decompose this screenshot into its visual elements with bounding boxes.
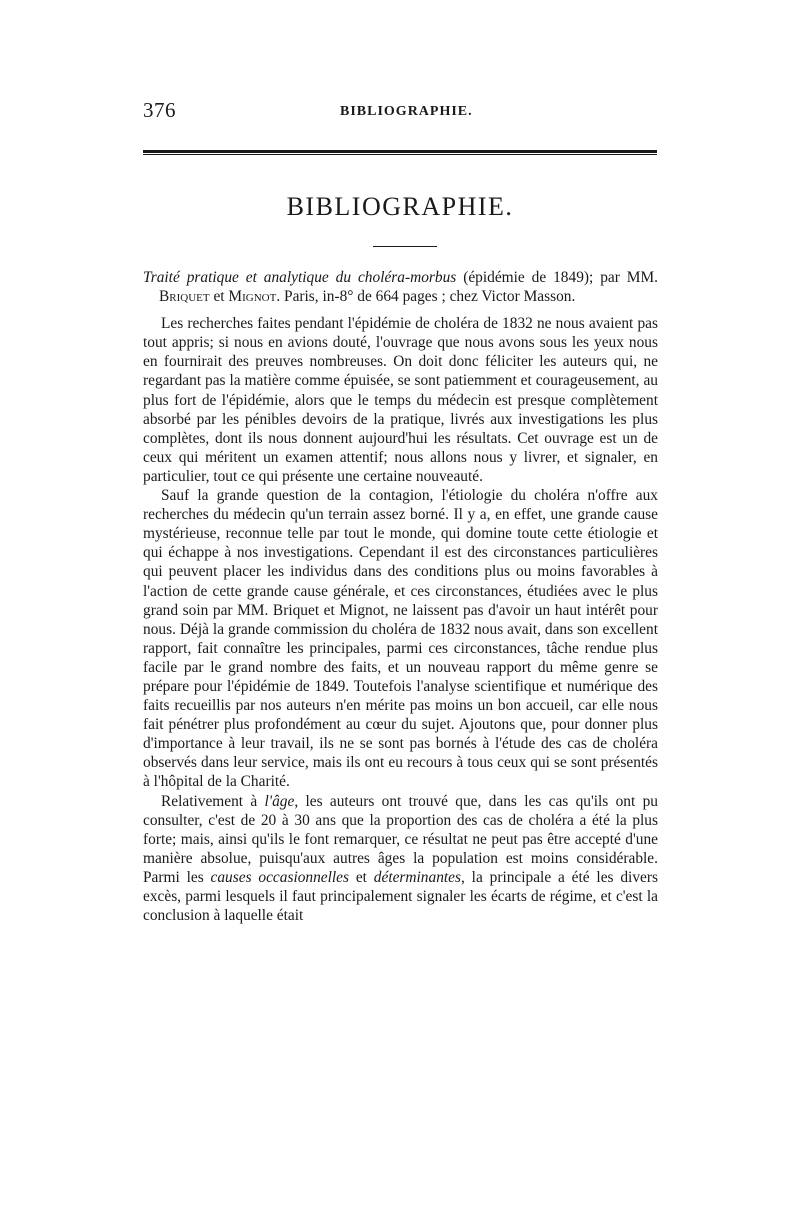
section-divider: [373, 246, 437, 247]
book-title: Traité pratique et analytique du choléra-morbus: [143, 269, 457, 286]
page-number: 376: [143, 98, 176, 122]
emphasis-text: l'âge: [264, 792, 295, 810]
paragraph-3: [143, 792, 658, 926]
paragraph-text: et: [349, 868, 374, 886]
entry-text: . Paris, in-8° de 664 pages ; chez Victor Masson.: [276, 288, 576, 306]
bibliography-entry: [143, 268, 658, 306]
body-text: [143, 268, 658, 925]
paragraph-text: Relativement à: [161, 792, 265, 810]
paragraph-2: Sauf la grande question de la contagion, l'étiologie du choléra n'offre aux recherches du médecin qu'un terrain assez borné. Il y a, en effet, une grande cause mystérieuse, reconnue telle par tout le monde, qui domine toute cette étiologie et qui échappe à nos investigations. Cependant il est des circonstances particulières qui peuvent placer les individus dans des conditions plus ou moins favorables à l'action de cette grande cause générale, et ces circonstances, étudiées avec le plus grand soin par MM. Briquet et Mignot, ne laissent pas d'avoir un haut intérêt pour nous. Déjà la grande commission du choléra de 1832 nous avait, dans son excellent rapport, fait connaître les principales, parmi ces circonstances, tâche rendue plus facile par le grand nombre des faits, et un nouveau rapport du même genre se prépare pour l'épidémie de 1849. Toutefois l'analyse scientifique et numérique des faits recueillis par nos auteurs n'en mérite pas moins un bon accueil, car elle nous fait pénétrer plus profondément au cœur du sujet. Ajoutons que, pour donner plus d'importance à leur travail, ils ne se sont pas bornés à l'étude des cas de choléra observés dans leur service, mais ils ont eu recours à tous ceux qui se sont présentés à l'hôpital de la Charité.: [143, 487, 658, 791]
emphasis-text: déterminantes: [373, 868, 461, 886]
paragraph-text: , la principale a été les divers excès, parmi lesquels il faut principalement signaler les écarts de régime, et c'est la conclusion à laquelle était: [143, 868, 658, 925]
paragraph-text: , les auteurs ont trouvé que, dans les cas qu'ils ont pu consulter, c'est de 20 à 30 ans que la proportion des cas de choléra a été la plus forte; mais, ainsi qu'ils le font remarquer, ce résultat ne peut pas être accepté d'une manière absolue, puisqu'aux autres âges la population est moins considérable. Parmi les: [143, 792, 658, 886]
header-double-rule: [143, 150, 657, 155]
emphasis-text: causes occasionnelles: [210, 868, 350, 886]
author-name: Briquet: [159, 288, 210, 306]
paragraph-1: Les recherches faites pendant l'épidémie de choléra de 1832 ne nous avaient pas tout appris; si nous en avions douté, l'ouvrage que nous avons sous les yeux nous en fournirait des preuves nombreuses. On doit donc féliciter les auteurs qui, ne regardant pas la matière comme épuisée, se sont patiemment et courageusement, au plus fort de l'épidémie, alors que le temps du médecin est presque complètement absorbé par les pénibles devoirs de la pratique, livrés aux investigations les plus complètes, dont ils nous donnent aujourd'hui les résultats. Cet ouvrage est un de ceux qui méritent un examen attentif; nous allons nous y livrer, et signaler, en particulier, tout ce qui présente une certaine nouveauté.: [143, 315, 658, 485]
running-head: BIBLIOGRAPHIE.: [340, 104, 473, 119]
author-name: Mignot: [228, 288, 277, 306]
section-title: BIBLIOGRAPHIE.: [286, 192, 514, 221]
entry-text: (épidémie de 1849); par MM.: [456, 269, 658, 286]
entry-text: et: [209, 288, 229, 306]
